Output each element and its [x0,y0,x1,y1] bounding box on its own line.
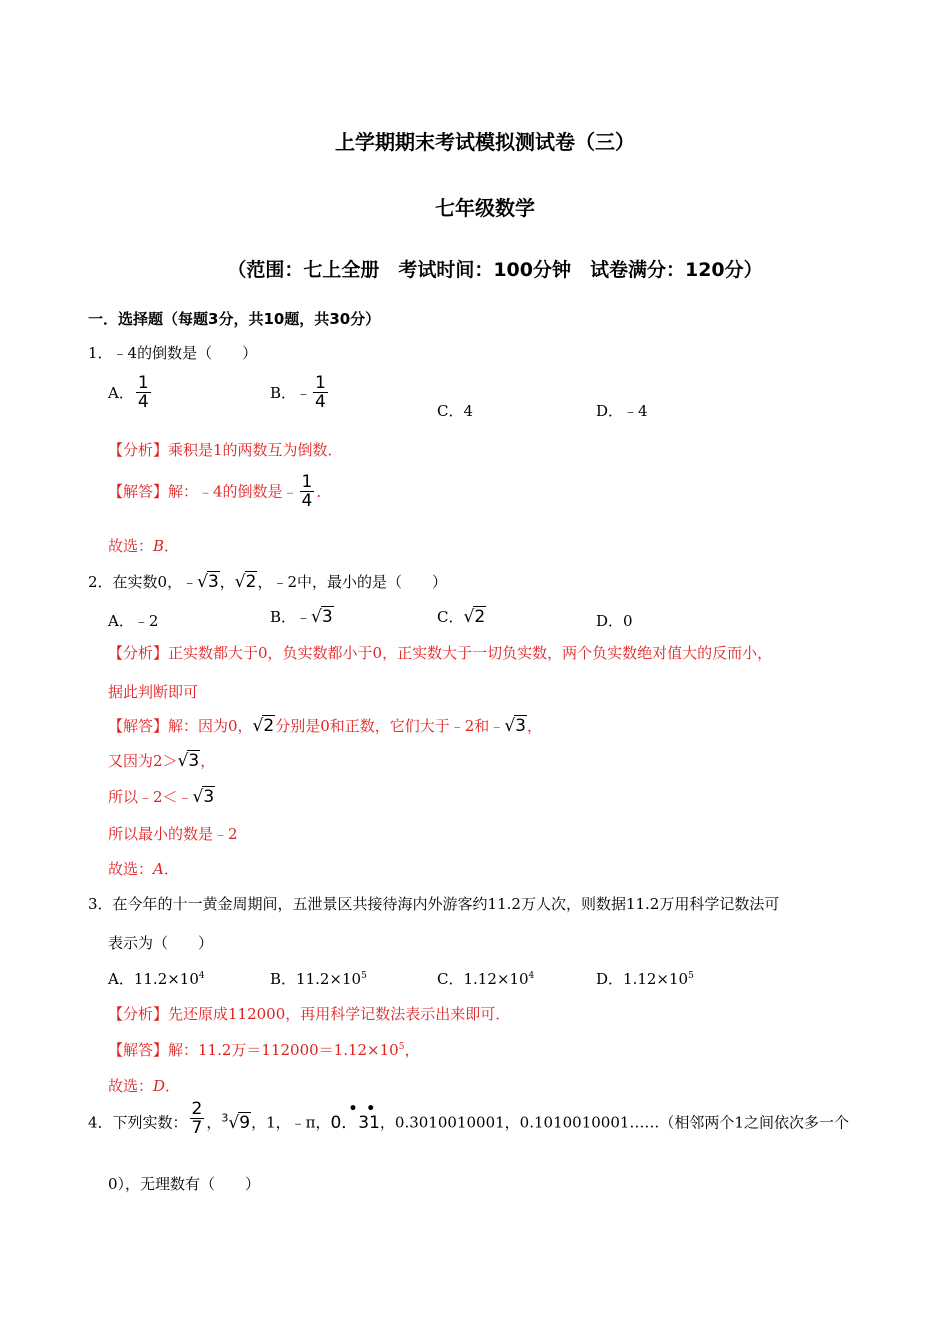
exam-scope: （范围：七上全册 考试时间：100分钟 试卷满分：120分） [227,259,763,281]
sqrt-icon: √ [177,751,189,771]
q1-stem: 1．﹣4的倒数是（ ） [88,344,258,362]
q3-choice: 故选：D． [108,1077,181,1095]
q3-analysis: 【分析】先还原成112000，再用科学记数法表示出来即可． [108,1005,511,1023]
q4-stem-line1: 4．下列实数： $\frac{2}{7}$ ，$^3$√9，1，﹣π， • • 0．31，0.3010010001，0.1010010001……（相邻两个1之间依次多一个 [88,1099,849,1138]
q2-option-c: C．√2 [437,607,486,627]
sqrt-icon: √ [504,716,516,736]
q3-option-d: D．$1.12\times 10^5$ [596,970,694,988]
section-heading: 一．选择题（每题3分，共10题，共30分） [88,310,381,328]
q2-analysis-line2: 据此判断即可 [108,683,199,701]
repeating-decimal: • • 0．31 [330,1100,380,1133]
q3-option-a: A．$11.2\times 10^4$ [108,970,205,988]
q2-option-d: D．0 [596,612,633,630]
q2-answer-line1: 【解答】解：因为0，√2分别是0和正数，它们大于﹣2和﹣√3， [108,716,542,736]
q2-answer-line3: 所以﹣2＜﹣√3 [108,787,215,807]
page-title: 上学期期末考试模拟测试卷（三） [335,130,635,154]
q1-option-d: D．﹣4 [596,402,648,420]
q3-option-c: C．$1.12\times 10^4$ [437,970,535,988]
cube-root-icon: √ [228,1112,240,1133]
q3-option-b: B．$11.2\times 10^5$ [270,970,367,988]
q2-choice: 故选：A． [108,860,179,878]
q1-choice: 故选：B． [108,537,180,555]
q1-option-a: A． $\frac{1}{4}$ [108,373,149,412]
q3-stem-line1: 3．在今年的十一黄金周期间，五泄景区共接待海内外游客约11.2万人次，则数据11.2万用科学记数法可 [88,895,780,913]
sqrt-icon: √ [197,572,208,592]
q3-answer: 【解答】解：11.2万$=112000=1.12\times 10^5$， [108,1041,420,1059]
q2-option-b: B．﹣√3 [270,607,333,627]
q2-analysis-line1: 【分析】正实数都大于0，负实数都小于0，正实数大于一切负实数，两个负实数绝对值大的反而小， [108,644,773,662]
q2-answer-line2: 又因为2＞√3， [108,751,216,771]
sqrt-icon: √ [463,607,475,627]
q1-answer: 【解答】解：﹣4的倒数是﹣ $\frac{1}{4}$ ． [108,472,332,511]
q4-stem-line2: 0），无理数有（ ） [108,1175,261,1193]
q2-option-a: A．﹣2 [108,612,159,630]
sqrt-icon: √ [252,716,264,736]
q1-option-b: B．﹣ $\frac{1}{4}$ [270,373,326,412]
sqrt-icon: √ [311,607,322,627]
q2-stem: 2．在实数0，﹣√3，√2，﹣2中，最小的是（ ） [88,572,447,592]
page-subtitle: 七年级数学 [435,196,535,220]
q1-analysis: 【分析】乘积是1的两数互为倒数． [108,441,343,459]
q1-option-c: C．4 [437,402,474,420]
sqrt-icon: √ [192,787,204,807]
q2-answer-line4: 所以最小的数是﹣2 [108,825,238,843]
q3-stem-line2: 表示为（ ） [108,934,214,952]
sqrt-icon: √ [234,572,246,592]
